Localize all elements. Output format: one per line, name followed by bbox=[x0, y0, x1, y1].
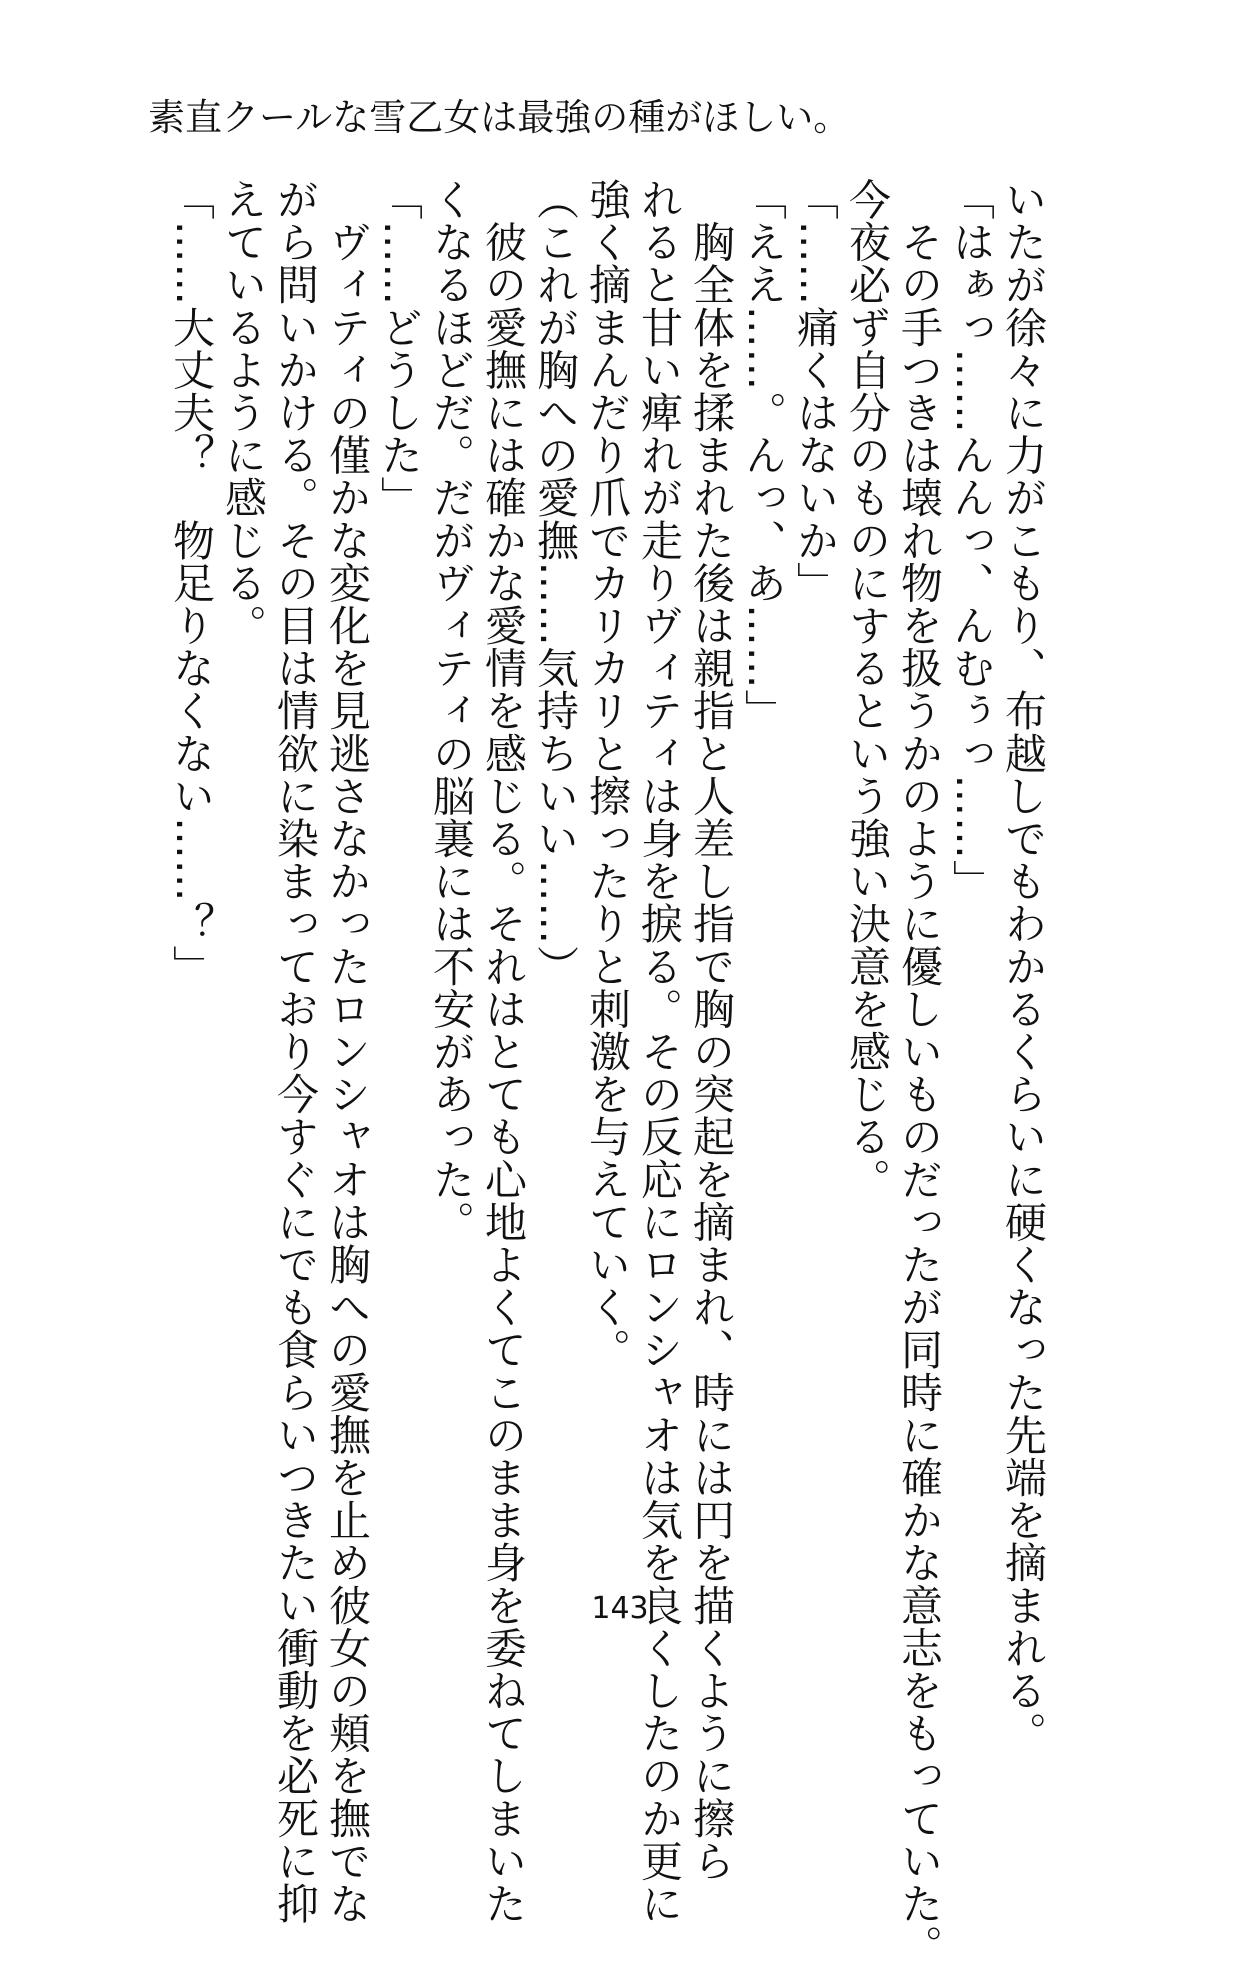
text-line: くなるほどだ。だがヴィティの脳裏には不安があった。 bbox=[427, 178, 476, 1243]
text-line: ヴィティの僅かな変化を見逃さなかったロンシャオは胸への愛撫を止め彼女の頬を撫でな bbox=[323, 178, 372, 1925]
text-line: 「ええ……。んっ、あ……」 bbox=[739, 178, 788, 732]
running-header: 素直クールな雪乙女は最強の種がほしい。 bbox=[148, 96, 851, 139]
text-line: 今夜必ず自分のものにするという強い決意を感じる。 bbox=[843, 178, 892, 1201]
text-line: （これが胸への愛撫……気持ちいい……） bbox=[531, 178, 580, 988]
text-line: れると甘い痺れが走りヴィティは身を捩る。その反応にロンシャオは気を良くしたのか更に bbox=[635, 178, 684, 1925]
text-line: 「……大丈夫？ 物足りなくない……？」 bbox=[167, 178, 216, 988]
text-line: 彼の愛撫には確かな愛情を感じる。それはとても心地よくてこのまま身を委ねてしまいた bbox=[479, 178, 528, 1925]
text-line: 「……どうした」 bbox=[375, 178, 424, 519]
text-line: 胸全体を揉まれた後は親指と人差し指で胸の突起を摘まれ、時には円を描くように擦ら bbox=[687, 178, 736, 1882]
text-line: その手つきは壊れ物を扱うかのように優しいものだったが同時に確かな意志をもっていた。 bbox=[895, 178, 944, 1967]
body-text bbox=[148, 178, 1048, 1967]
page-number: 143 bbox=[591, 1591, 649, 1626]
text-line: 強く摘まんだり爪でカリカリと擦ったりと刺激を与えていく。 bbox=[583, 178, 632, 1371]
text-line: 「……痛くはないか」 bbox=[791, 178, 840, 604]
text-line: いたが徐々に力がこもり、布越しでもわかるくらいに硬くなった先端を摘まれる。 bbox=[999, 178, 1048, 1755]
text-line: えているように感じる。 bbox=[219, 178, 268, 647]
text-line: 「はぁっ……んんっ、んむぅっ……」 bbox=[947, 178, 996, 903]
text-line: がら問いかける。その目は情欲に染まっており今すぐにでも食らいつきたい衝動を必死に抑 bbox=[271, 178, 320, 1925]
